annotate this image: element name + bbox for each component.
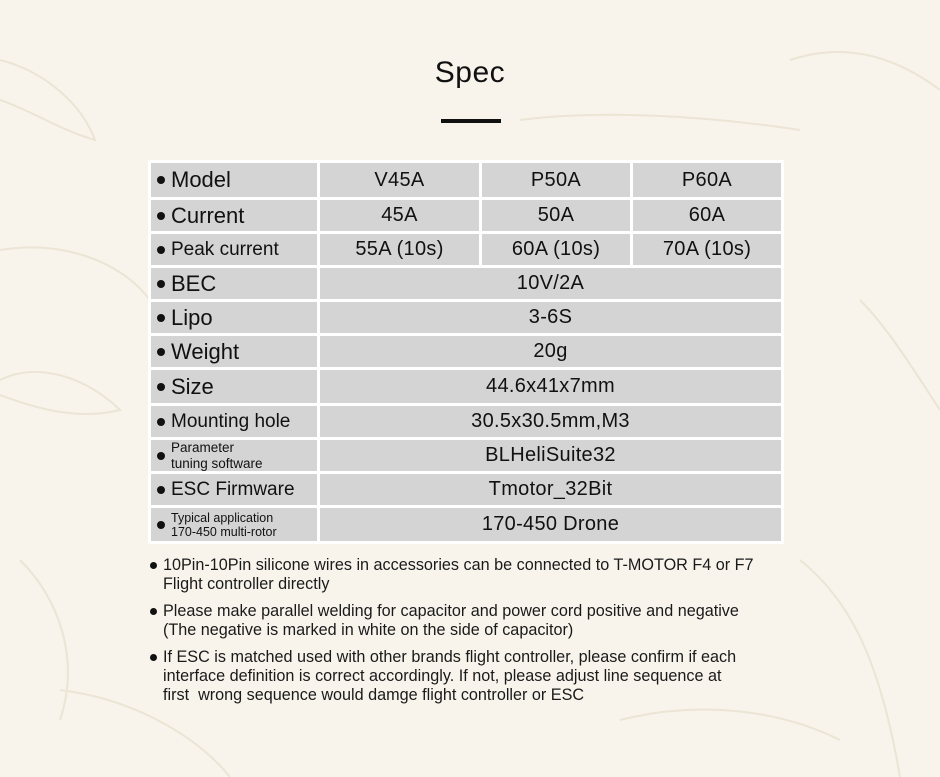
- bullet-icon: [157, 452, 165, 460]
- cell-model-p50a: P50A: [482, 163, 630, 197]
- notes-list: [150, 556, 830, 713]
- label-text: Mounting hole: [171, 410, 291, 432]
- bullet-icon: [157, 348, 165, 356]
- cell-size: 44.6x41x7mm: [320, 370, 781, 403]
- cell-mounting-hole: 30.5x30.5mm,M3: [320, 406, 781, 437]
- row-label-weight: [151, 336, 317, 367]
- bullet-icon: [157, 212, 165, 220]
- row-label-current: [151, 200, 317, 231]
- label-text: [171, 511, 277, 539]
- row-label-esc-firmware: [151, 474, 317, 505]
- cell-esc-firmware: Tmotor_32Bit: [320, 474, 781, 505]
- cell-current-p50a: 50A: [482, 200, 630, 231]
- cell-bec: 10V/2A: [320, 268, 781, 299]
- note-line: interface definition is correct accordingly. If not, please adjust line sequence at: [163, 667, 722, 685]
- page-title: Spec: [434, 56, 506, 89]
- bullet-icon: [157, 176, 165, 184]
- label-text: Current: [171, 202, 245, 228]
- label-text: ESC Firmware: [171, 478, 295, 500]
- note-item: [150, 648, 830, 705]
- note-item: [150, 602, 830, 640]
- title-underline: [441, 119, 501, 123]
- label-line: tuning software: [171, 455, 263, 471]
- row-label-mounting-hole: [151, 406, 317, 437]
- bullet-icon: [157, 246, 165, 254]
- bullet-icon: [157, 280, 165, 288]
- bullet-icon: [150, 608, 157, 615]
- bullet-icon: [157, 314, 165, 322]
- cell-peak-p50a: 60A (10s): [482, 234, 630, 265]
- note-line: first wrong sequence would damge flight controller or ESC: [163, 686, 585, 704]
- bullet-icon: [157, 418, 165, 426]
- note-line: Flight controller directly: [163, 575, 330, 593]
- row-label-typical-application: [151, 508, 317, 541]
- label-text: Size: [171, 373, 214, 399]
- label-text: [171, 440, 263, 472]
- row-label-model: [151, 163, 317, 197]
- cell-tuning-software: BLHeliSuite32: [320, 440, 781, 471]
- cell-current-v45a: 45A: [320, 200, 479, 231]
- note-text: [163, 602, 739, 640]
- bullet-icon: [157, 521, 165, 529]
- note-item: [150, 556, 830, 594]
- cell-typical-application: 170-450 Drone: [320, 508, 781, 541]
- label-text: Weight: [171, 338, 240, 364]
- label-line: Typical application: [171, 510, 274, 525]
- cell-weight: 20g: [320, 336, 781, 367]
- row-label-peak-current: [151, 234, 317, 265]
- cell-lipo: 3-6S: [320, 302, 781, 333]
- bullet-icon: [150, 562, 157, 569]
- cell-model-p60a: P60A: [633, 163, 781, 197]
- cell-current-p60a: 60A: [633, 200, 781, 231]
- label-line: Parameter: [171, 439, 235, 455]
- note-line: 10Pin-10Pin silicone wires in accessories can be connected to T-MOTOR F4 or F7: [163, 556, 754, 574]
- row-label-lipo: [151, 302, 317, 333]
- label-line: 170-450 multi-rotor: [171, 524, 277, 539]
- note-line: If ESC is matched used with other brands flight controller, please confirm if each: [163, 648, 737, 666]
- row-label-tuning-software: [151, 440, 317, 471]
- bullet-icon: [150, 654, 157, 661]
- row-label-bec: [151, 268, 317, 299]
- label-text: Lipo: [171, 304, 213, 330]
- cell-peak-p60a: 70A (10s): [633, 234, 781, 265]
- spec-table: [148, 160, 784, 544]
- row-label-size: [151, 370, 317, 403]
- label-text: Peak current: [171, 238, 279, 260]
- bullet-icon: [157, 383, 165, 391]
- note-text: [163, 648, 736, 705]
- bullet-icon: [157, 486, 165, 494]
- label-text: Model: [171, 167, 231, 192]
- note-text: [163, 556, 754, 594]
- note-line: Please make parallel welding for capacitor and power cord positive and negative: [163, 602, 739, 620]
- note-line: (The negative is marked in white on the side of capacitor): [163, 621, 574, 639]
- cell-model-v45a: V45A: [320, 163, 479, 197]
- label-text: BEC: [171, 270, 217, 296]
- cell-peak-v45a: 55A (10s): [320, 234, 479, 265]
